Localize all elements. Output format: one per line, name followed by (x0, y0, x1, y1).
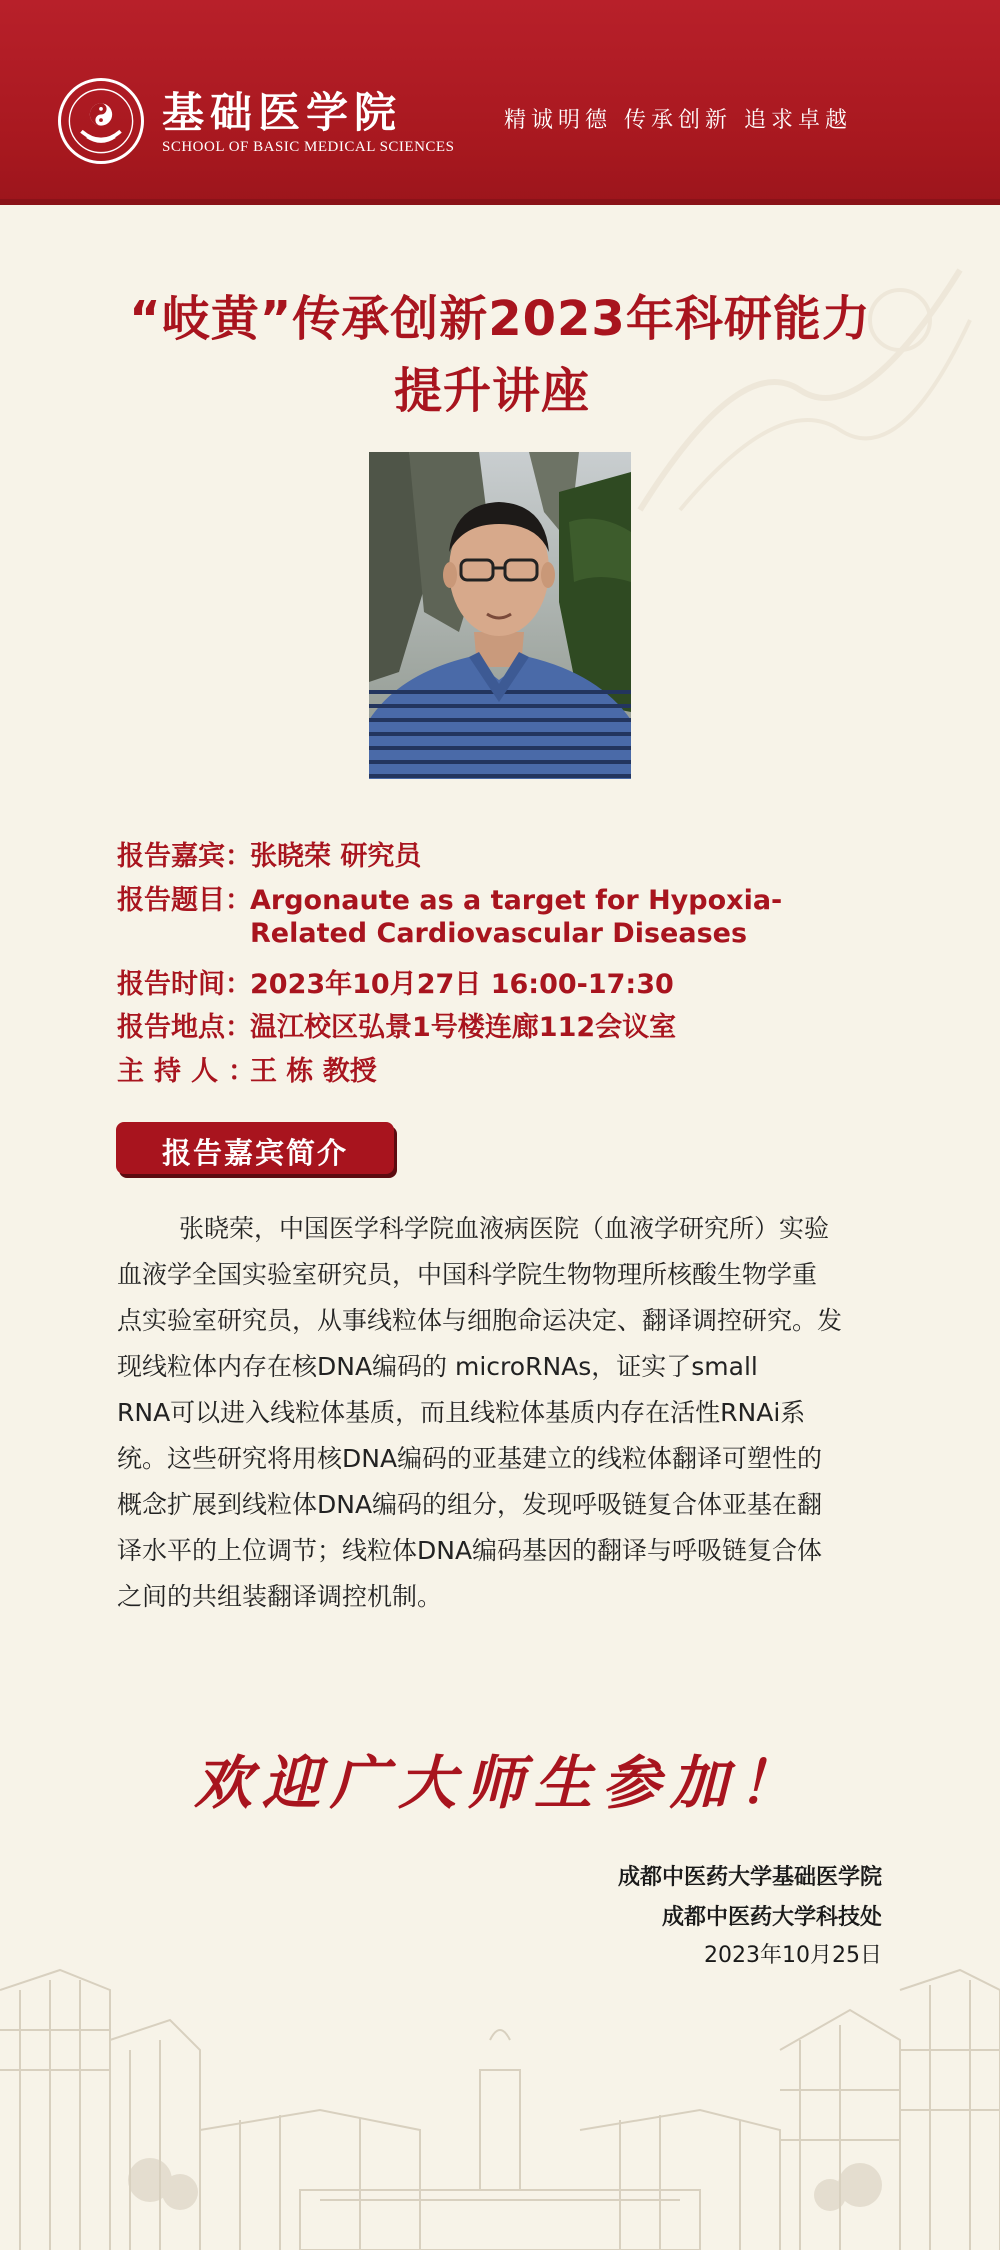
header-banner (0, 0, 1000, 205)
campus-sketch-decoration (0, 1930, 1000, 2250)
speaker-value: 张晓荣 研究员 (250, 841, 422, 872)
topic-label: 报告题目： (117, 885, 252, 916)
school-logo-icon (58, 78, 144, 164)
bio-line: 概念扩展到线粒体DNA编码的组分，发现呼吸链复合体亚基在翻 (117, 1490, 823, 1519)
topic-row (117, 878, 782, 917)
lecture-title-line2: 提升讲座 (393, 363, 590, 419)
bio-line: 点实验室研究员，从事线粒体与细胞命运决定、翻译调控研究。发 (117, 1306, 843, 1335)
host-row (117, 1049, 377, 1088)
bio-line: 之间的共组装翻译调控机制。 (117, 1582, 443, 1611)
time-label: 报告时间： (117, 969, 252, 1000)
bio-line: 现线粒体内存在核DNA编码的 microRNAs，证实了small (117, 1352, 758, 1381)
speaker-photo (369, 452, 631, 779)
topic-row-continued (250, 918, 747, 949)
organizer-1: 成都中医药大学基础医学院 (617, 1865, 882, 1890)
host-value: 王 栋 教授 (250, 1056, 377, 1087)
host-label: 主持人： (117, 1056, 265, 1087)
place-label: 报告地点： (117, 1012, 252, 1043)
time-value: 2023年10月27日 16:00-17:30 (250, 969, 674, 1000)
time-row (117, 962, 674, 1001)
speaker-row (117, 834, 421, 873)
organizer-2: 成都中医药大学科技处 (661, 1905, 882, 1930)
section-badge (116, 1122, 394, 1174)
speaker-label: 报告嘉宾： (117, 841, 252, 872)
school-motto: 精诚明德 传承创新 追求卓越 (504, 108, 852, 133)
place-row (117, 1005, 676, 1044)
bio-line: 统。这些研究将用核DNA编码的亚基建立的线粒体翻译可塑性的 (117, 1444, 823, 1473)
bio-line: 张晓荣，中国医学科学院血液病医院（血液学研究所）实验 (179, 1214, 830, 1243)
topic-value-line1: Argonaute as a target for Hypoxia- (250, 885, 783, 916)
school-name-cn: 基础医学院 (162, 88, 403, 137)
bio-line: 译水平的上位调节；线粒体DNA编码基因的翻译与呼吸链复合体 (117, 1536, 823, 1565)
section-badge-label: 报告嘉宾简介 (161, 1136, 348, 1170)
announcement-date: 2023年10月25日 (704, 1943, 882, 1968)
bio-line: RNA可以进入线粒体基质，而且线粒体基质内存在活性RNAi系 (117, 1398, 806, 1427)
speaker-bio (117, 1206, 882, 1620)
topic-value-line2: Related Cardiovascular Diseases (250, 918, 748, 949)
place-value: 温江校区弘景1号楼连廊112会议室 (250, 1012, 677, 1043)
welcome-slogan: 欢迎广大师生参加！ (193, 1749, 806, 1817)
bio-line: 血液学全国实验室研究员，中国科学院生物物理所核酸生物学重 (117, 1260, 818, 1289)
lecture-title-line1: “岐黄”传承创新2023年科研能力 (129, 291, 871, 347)
school-name-en: SCHOOL OF BASIC MEDICAL SCIENCES (162, 139, 455, 155)
